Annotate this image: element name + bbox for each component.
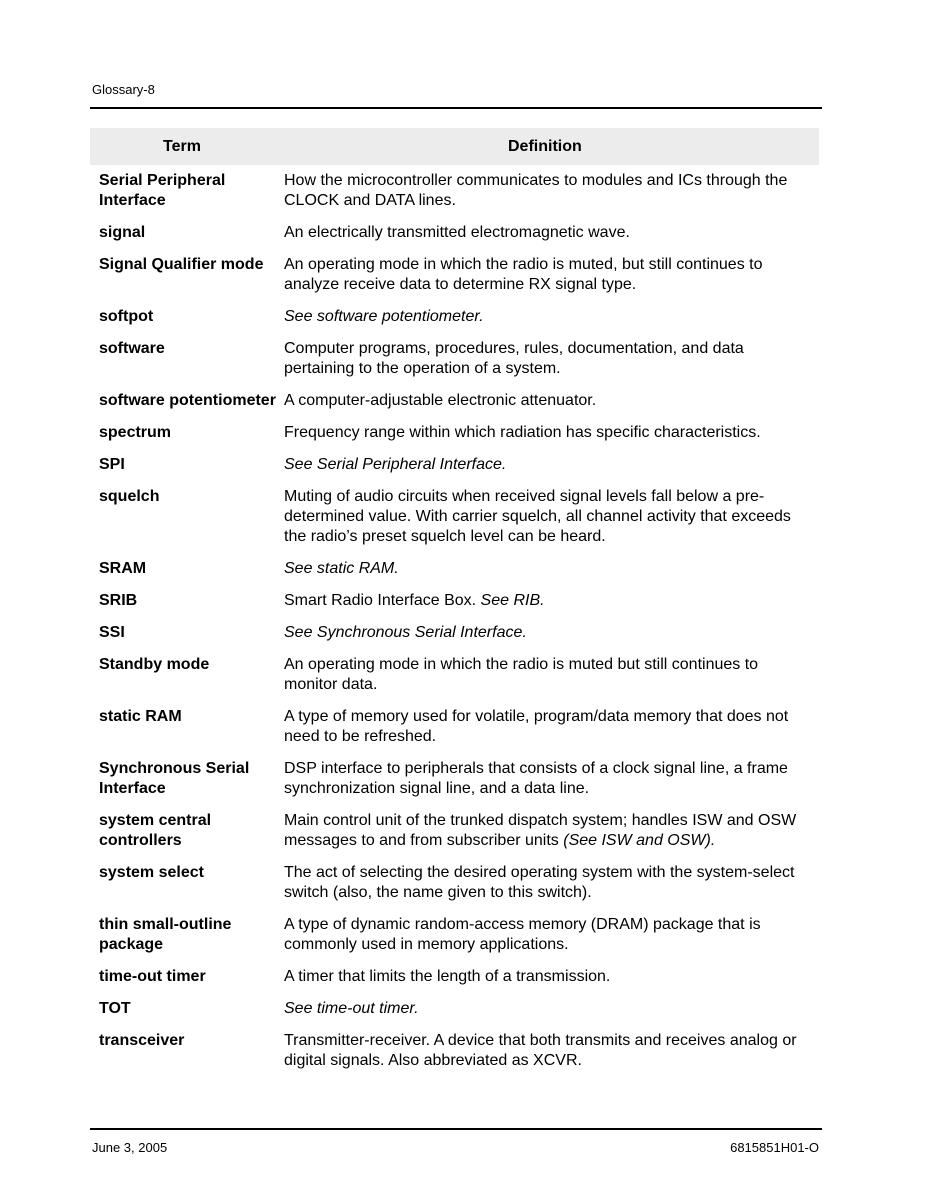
definition-text: A type of dynamic random-access memory (DRAM) package that is commonly used in memory applications.	[284, 916, 761, 953]
glossary-term: Synchronous Serial Interface	[99, 760, 250, 797]
table-row	[99, 423, 819, 443]
glossary-definition	[284, 223, 814, 243]
definition-cross-reference: See static RAM.	[284, 560, 399, 577]
definition-text: The act of selecting the desired operating system with the system-select switch (also, the name given to this switch).	[284, 864, 795, 901]
table-header	[90, 128, 819, 165]
definition-text: Computer programs, procedures, rules, documentation, and data pertaining to the operation of a system.	[284, 340, 744, 377]
page-header-label: Glossary-8	[92, 82, 155, 97]
definition-text: How the microcontroller communicates to modules and ICs through the CLOCK and DATA lines.	[284, 172, 788, 209]
definition-cross-reference: See RIB.	[480, 592, 545, 609]
definition-text: Main control unit of the trunked dispatch system; handles ISW and OSW messages to and from subscriber units	[284, 812, 797, 849]
glossary-definition	[284, 1031, 814, 1071]
glossary-definition	[284, 171, 814, 211]
glossary-definition	[284, 655, 814, 695]
glossary-definition	[284, 307, 814, 327]
footer-doc-number: 6815851H01-O	[730, 1140, 819, 1155]
definition-text: Frequency range within which radiation has specific characteristics.	[284, 424, 761, 441]
definition-cross-reference: (See ISW and OSW).	[563, 832, 716, 849]
glossary-term: SPI	[99, 456, 125, 473]
glossary-definition	[284, 863, 814, 903]
glossary-definition	[284, 455, 814, 475]
table-row	[99, 223, 819, 243]
glossary-table-body	[99, 171, 819, 1083]
table-row	[99, 559, 819, 579]
definition-cross-reference: See time-out timer.	[284, 1000, 419, 1017]
table-row	[99, 171, 819, 211]
glossary-term: software potentiometer	[99, 392, 276, 409]
glossary-term: Serial Peripheral Interface	[99, 172, 226, 209]
table-row	[99, 455, 819, 475]
table-row	[99, 623, 819, 643]
column-header-term: Term	[163, 138, 201, 155]
glossary-term: software	[99, 340, 165, 357]
table-row	[99, 255, 819, 295]
definition-text: Muting of audio circuits when received signal levels fall below a pre-determined value. With carrier squelch, all channel activity that exceeds the radio’s preset squelch level can be heard.	[284, 488, 791, 545]
glossary-term: thin small-outline package	[99, 916, 232, 953]
glossary-term: SRAM	[99, 560, 147, 577]
definition-cross-reference: See software potentiometer.	[284, 308, 484, 325]
glossary-definition	[284, 759, 814, 799]
definition-text: A computer-adjustable electronic attenuator.	[284, 392, 597, 409]
table-row	[99, 1031, 819, 1071]
definition-text: Smart Radio Interface Box.	[284, 592, 481, 609]
glossary-term: spectrum	[99, 424, 172, 441]
glossary-definition	[284, 487, 814, 547]
glossary-term: SSI	[99, 624, 125, 641]
glossary-term: squelch	[99, 488, 160, 505]
glossary-definition	[284, 811, 814, 851]
glossary-definition	[284, 623, 814, 643]
glossary-term: transceiver	[99, 1032, 185, 1049]
table-row	[99, 967, 819, 987]
glossary-definition	[284, 391, 814, 411]
column-header-definition: Definition	[508, 138, 582, 155]
glossary-definition	[284, 591, 814, 611]
glossary-term: system central controllers	[99, 812, 212, 849]
table-row	[99, 339, 819, 379]
table-row	[99, 487, 819, 547]
glossary-term: Standby mode	[99, 656, 210, 673]
glossary-definition	[284, 707, 814, 747]
glossary-term: system select	[99, 864, 204, 881]
glossary-term: softpot	[99, 308, 154, 325]
table-row	[99, 999, 819, 1019]
table-row	[99, 307, 819, 327]
definition-text: Transmitter-receiver. A device that both transmits and receives analog or digital signals. Also abbreviated as XCVR.	[284, 1032, 797, 1069]
definition-cross-reference: See Serial Peripheral Interface.	[284, 456, 507, 473]
definition-text: DSP interface to peripherals that consists of a clock signal line, a frame synchronization signal line, and a data line.	[284, 760, 788, 797]
footer-rule	[90, 1128, 822, 1130]
glossary-term: SRIB	[99, 592, 138, 609]
glossary-term: static RAM	[99, 708, 182, 725]
glossary-term: signal	[99, 224, 146, 241]
glossary-definition	[284, 967, 814, 987]
glossary-definition	[284, 559, 814, 579]
table-row	[99, 759, 819, 799]
header-rule	[90, 107, 822, 109]
definition-text: An operating mode in which the radio is muted but still continues to monitor data.	[284, 656, 759, 693]
glossary-definition	[284, 339, 814, 379]
glossary-definition	[284, 423, 814, 443]
glossary-definition	[284, 255, 814, 295]
glossary-definition	[284, 915, 814, 955]
definition-text: A timer that limits the length of a transmission.	[284, 968, 611, 985]
definition-cross-reference: See Synchronous Serial Interface.	[284, 624, 527, 641]
definition-text: A type of memory used for volatile, program/data memory that does not need to be refreshed.	[284, 708, 789, 745]
footer-date: June 3, 2005	[92, 1140, 168, 1155]
glossary-term: TOT	[99, 1000, 131, 1017]
table-row	[99, 391, 819, 411]
table-row	[99, 863, 819, 903]
table-row	[99, 591, 819, 611]
glossary-term: time-out timer	[99, 968, 206, 985]
table-row	[99, 655, 819, 695]
table-row	[99, 811, 819, 851]
table-row	[99, 915, 819, 955]
glossary-definition	[284, 999, 814, 1019]
table-row	[99, 707, 819, 747]
definition-text: An electrically transmitted electromagnetic wave.	[284, 224, 630, 241]
glossary-term: Signal Qualifier mode	[99, 256, 264, 273]
definition-text: An operating mode in which the radio is muted, but still continues to analyze receive data to determine RX signal type.	[284, 256, 763, 293]
